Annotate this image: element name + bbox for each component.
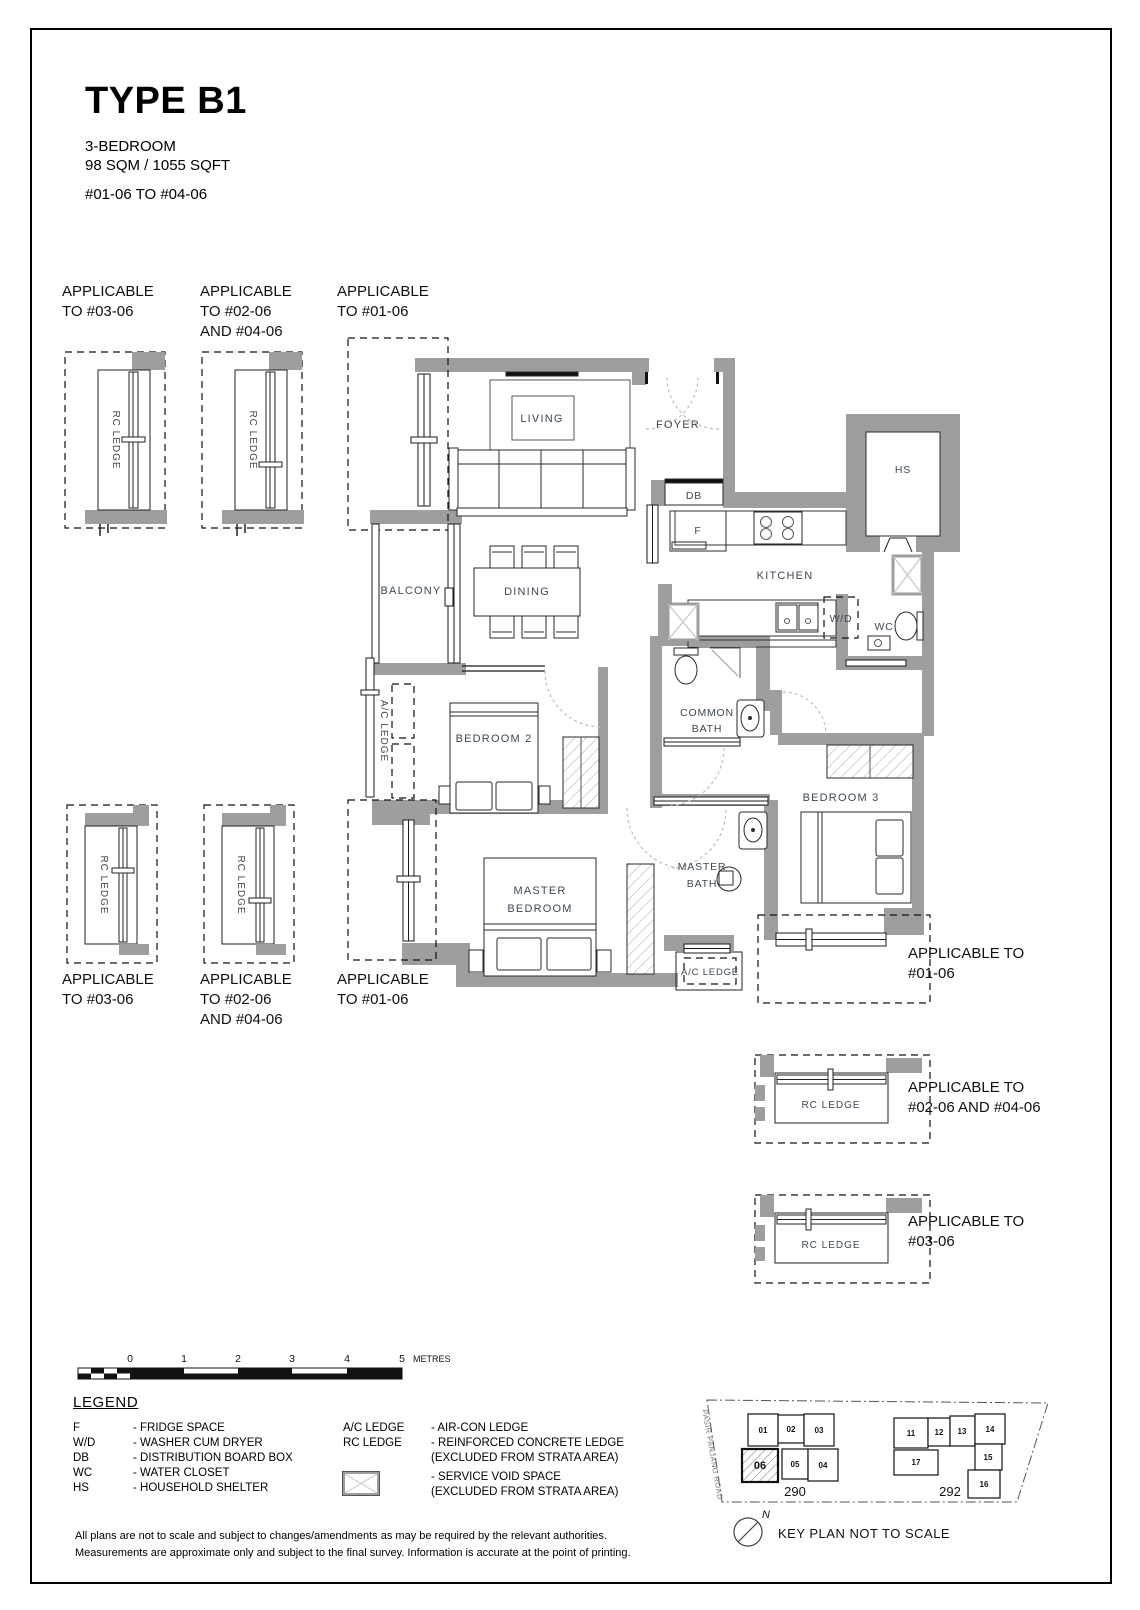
rc-ledge-module-top-1	[65, 352, 167, 536]
room-label-dining: DINING	[504, 586, 550, 598]
legend-right-column	[343, 1421, 673, 1500]
svg-text:#02-06 AND #04-06: #02-06 AND #04-06	[908, 1099, 1041, 1116]
svg-text:BATH: BATH	[686, 878, 718, 890]
rc-ledge-module-top-2	[202, 352, 304, 536]
kitchen-sink	[776, 603, 818, 632]
legend-left-column	[73, 1421, 343, 1500]
rc-ledge-label: RC LEDGE	[98, 855, 109, 915]
legend-key: WC	[73, 1467, 93, 1479]
room-label-wd: W/D	[829, 613, 853, 625]
legend-desc: (EXCLUDED FROM STRATA AREA)	[431, 1452, 619, 1464]
north-arrow-icon	[734, 1509, 770, 1546]
rc-ledge-module-right-2	[755, 1195, 930, 1283]
svg-text:BEDROOM: BEDROOM	[507, 903, 573, 915]
bedroom2-bed	[439, 703, 550, 813]
svg-text:5: 5	[399, 1353, 405, 1365]
bedroom3-bed	[801, 812, 911, 903]
room-label-bedroom2: BEDROOM 2	[455, 733, 533, 745]
applicable-bottom-3: APPLICABLE	[337, 971, 429, 988]
svg-text:3: 3	[289, 1353, 295, 1365]
room-label-db: DB	[685, 490, 703, 502]
room-label-hs: HS	[894, 464, 912, 476]
scale-bar	[78, 1353, 451, 1379]
legend-desc: (EXCLUDED FROM STRATA AREA)	[431, 1486, 619, 1498]
rc-ledge-module-bottom-2	[204, 805, 294, 963]
room-label-common-bath: COMMON	[680, 707, 734, 719]
bedroom-count: 3-BEDROOM	[85, 138, 176, 155]
svg-text:AND #04-06: AND #04-06	[200, 1011, 283, 1028]
master-wardrobe	[627, 864, 654, 974]
applicable-bottom-2: APPLICABLE	[200, 971, 292, 988]
applicable-right-3: APPLICABLE TO	[908, 1213, 1025, 1230]
sofa	[449, 448, 635, 516]
svg-text:TO #01-06: TO #01-06	[337, 991, 409, 1008]
road-label: PASIR PANJANG ROAD	[700, 1408, 725, 1501]
service-void-icon	[668, 604, 698, 640]
svg-text:15: 15	[983, 1453, 993, 1462]
svg-text:11: 11	[906, 1429, 916, 1438]
legend-desc: - AIR-CON LEDGE	[431, 1422, 529, 1434]
north-label: N	[762, 1509, 770, 1521]
svg-text:#03-06: #03-06	[908, 1233, 955, 1250]
tv-console	[506, 372, 578, 376]
keyplan-unit-06: 06	[753, 1460, 767, 1472]
legend-desc: - WATER CLOSET	[133, 1467, 230, 1479]
svg-text:02: 02	[786, 1425, 796, 1434]
legend-heading: LEGEND	[73, 1394, 139, 1411]
legend-desc: - WASHER CUM DRYER	[133, 1437, 263, 1449]
legend-desc: - SERVICE VOID SPACE	[431, 1471, 561, 1483]
wc-basin	[868, 636, 890, 650]
rc-ledge-label: RC LEDGE	[110, 410, 121, 470]
svg-text:13: 13	[957, 1427, 967, 1436]
room-label-bedroom3: BEDROOM 3	[802, 792, 880, 804]
applicable-bottom-1: APPLICABLE	[62, 971, 154, 988]
legend-desc: - FRIDGE SPACE	[133, 1422, 225, 1434]
scale-unit: METRES	[413, 1354, 451, 1364]
svg-text:TO #03-06: TO #03-06	[62, 303, 134, 320]
svg-text:14: 14	[985, 1425, 995, 1434]
room-label-ac-ledge-bottom: A/C LEDGE	[681, 967, 739, 978]
legend-key: HS	[73, 1482, 89, 1494]
room-label-ac-ledge-left: A/C LEDGE	[378, 699, 389, 763]
unit-range: #01-06 TO #04-06	[85, 186, 208, 203]
disclaimer-line: All plans are not to scale and subject to changes/amendments as may be required by the relevant authorities.	[75, 1530, 607, 1542]
legend-key: RC LEDGE	[343, 1437, 402, 1449]
legend-key: W/D	[73, 1437, 96, 1449]
legend-key: DB	[73, 1452, 89, 1464]
svg-text:04: 04	[818, 1461, 828, 1470]
thin-walls	[462, 666, 545, 671]
legend-key: F	[73, 1422, 81, 1434]
rc-ledge-label: RC LEDGE	[247, 410, 258, 470]
room-label-foyer: FOYER	[656, 419, 700, 431]
applicable-right-1: APPLICABLE TO	[908, 945, 1025, 962]
svg-text:TO #03-06: TO #03-06	[62, 991, 134, 1008]
door-jambs	[645, 372, 719, 384]
key-plan	[700, 1400, 1048, 1546]
svg-text:05: 05	[790, 1460, 800, 1469]
rc-ledge-label: RC LEDGE	[801, 1100, 861, 1111]
svg-text:BATH: BATH	[691, 723, 723, 735]
room-label-wc: WC	[874, 621, 894, 633]
applicable-top-3: APPLICABLE	[337, 283, 429, 300]
hs-door	[884, 538, 912, 552]
page-title: TYPE B1	[85, 80, 247, 122]
room-label-balcony: BALCONY	[380, 585, 442, 597]
block-label-290: 290	[784, 1484, 806, 1499]
svg-text:TO #02-06: TO #02-06	[200, 991, 272, 1008]
svg-text:17: 17	[911, 1458, 921, 1467]
svg-text:4: 4	[344, 1353, 350, 1365]
room-label-living: LIVING	[520, 413, 564, 425]
service-void-icon	[893, 556, 922, 594]
room-label-fridge: F	[694, 525, 702, 537]
svg-text:TO #01-06: TO #01-06	[337, 303, 409, 320]
legend-desc: - DISTRIBUTION BOARD BOX	[133, 1452, 293, 1464]
svg-text:1: 1	[181, 1353, 187, 1365]
keyplan-note: KEY PLAN NOT TO SCALE	[778, 1526, 951, 1541]
svg-text:TO #02-06: TO #02-06	[200, 303, 272, 320]
rc-ledge-label: RC LEDGE	[235, 855, 246, 915]
applicable-right-2: APPLICABLE TO	[908, 1079, 1025, 1096]
master-bed	[469, 858, 611, 976]
legend-key: A/C LEDGE	[343, 1422, 405, 1434]
svg-text:AND #04-06: AND #04-06	[200, 323, 283, 340]
svg-text:03: 03	[814, 1426, 824, 1435]
wc-toilet	[895, 612, 923, 640]
svg-text:#01-06: #01-06	[908, 965, 955, 982]
disclaimer	[75, 1528, 631, 1562]
room-label-master-bath: MASTER	[677, 861, 727, 873]
rc-ledge-module-right-1	[755, 1055, 930, 1143]
unit-area: 98 SQM / 1055 SQFT	[85, 157, 231, 174]
block-label-292: 292	[939, 1484, 961, 1499]
rc-ledge-module-bottom-1	[67, 805, 157, 963]
rc-ledge-label: RC LEDGE	[801, 1240, 861, 1251]
db-box-top	[665, 479, 723, 483]
room-label-kitchen: KITCHEN	[756, 570, 814, 582]
svg-text:01: 01	[758, 1426, 768, 1435]
svg-text:2: 2	[235, 1353, 241, 1365]
hob	[754, 512, 802, 544]
svg-text:16: 16	[979, 1480, 989, 1489]
scale-tick: 0	[127, 1353, 133, 1365]
room-label-master-bedroom: MASTER	[513, 885, 567, 897]
svg-text:12: 12	[934, 1428, 944, 1437]
disclaimer-line: Measurements are approximate only and subject to the final survey. Information is accurate at the point of printing.	[75, 1547, 631, 1559]
applicable-top-1: APPLICABLE	[62, 283, 154, 300]
legend	[73, 1394, 673, 1500]
hs-room	[866, 432, 940, 536]
applicable-top-2: APPLICABLE	[200, 283, 292, 300]
legend-desc: - HOUSEHOLD SHELTER	[133, 1482, 269, 1494]
service-void-icon	[343, 1472, 379, 1495]
legend-desc: - REINFORCED CONCRETE LEDGE	[431, 1437, 624, 1449]
